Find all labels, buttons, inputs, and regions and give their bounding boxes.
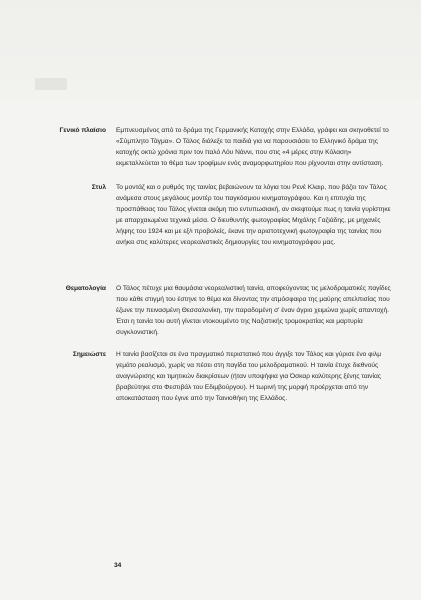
section-label: Θεματολογία — [65, 285, 106, 292]
show-through-box — [35, 78, 67, 90]
section-label: Στυλ — [91, 184, 106, 191]
section-text: Εμπνευσμένος από το δράμα της Γερμανικής Κατοχής στην Ελλάδα, γράφει και σκηνοθετεί το «Σύμπλητο Τάγμα». Ο Τάλος διάλεξε τα παιδιά για να παρουσιάσει το Ελληνικό δράμα της κατοχής οκτώ χρόνια πριν τον Ιταλό Λόυ Νάννι, που στις «4 μέρες στην Κόλαση» εκμεταλλεύεται το θέμα των τροφίμων ενός αναμορφωτηρίου που ρίχνονται στην αντίσταση. — [116, 127, 389, 167]
section-label: Γενικό πλαίσιο — [59, 127, 106, 134]
section-text: Το μοντάζ και ο ρυθμός της ταινίας βεβαιώνουν τα λόγια του Ρενέ Κλαιρ, που βάζει τον Τάλος ανάμεσα στους μεγάλους μοντέρ του παγκόσμιου κινηματογράφου. Και η επιτυχία της προσπάθειας του Τάλος γίνεται ακόμη πιο εντυπωσιακή, αν σκεφτούμε πως η ταινία γυρίστηκε με απαρχαιωμένα τεχνικά μέσα. Ο διευθυντής φωτογραφίας Μιχάλης Γαζιάδης, με μηχανές λήψης του 1924 και με εξ/ι προβολείς, έκανε την αριστοτεχνική φωτογραφία της ταινίας που ανήκει στις καλύτερες νεορεαλιστικές δημιουργίες του κινηματογράφου μας. — [116, 184, 391, 246]
section-label: Σημειώστε — [72, 351, 106, 358]
section-text: Η ταινία βασίζεται σε ένα πραγματικό περιστατικό που άγγιξε τον Τάλος και γύρισε ένο φιλμ γεμάτο ρεαλισμό, χωρίς να πέσει στη παγίδα του μελοδραματικού. Η ταινία έτυχε διεθνούς αναγνώρισης και τιμητικών διακρίσεων (ήταν υποψήφια για Όσκαρ καλύτερης ξένης ταινίας βραβεύτηκε στο Φεστιβάλ του Εδιμβούργου). Η τωρινή της μορφή προέρχεται από την αποκατάσταση που έγινε από την Ταινιοθήκη της Ελλάδος. — [116, 351, 381, 402]
section-text: Ο Τάλος πέτυχε μια θαυμάσια νεορεαλιστική ταινία, αποφεύγοντας τις μελοδραματικές παγίδες που κάθε στιγμή του έστηνε το θέμα και δίνοντας την ατμόσφαιρα της μαύρης απελπισίας που έζωνε την πεινασμένη Θεσσαλονίκη, την παραδομένη σ' έναν άγριο χειμώνα χωρίς απαντοχή. Έτσι η ταινία του αυτή γίνεται ντοκουμέντο της Ναζιστικής τρομοκρατίας και μαρτυρία συγκλονιστική. — [116, 285, 391, 336]
page-number: 34 — [114, 562, 122, 569]
